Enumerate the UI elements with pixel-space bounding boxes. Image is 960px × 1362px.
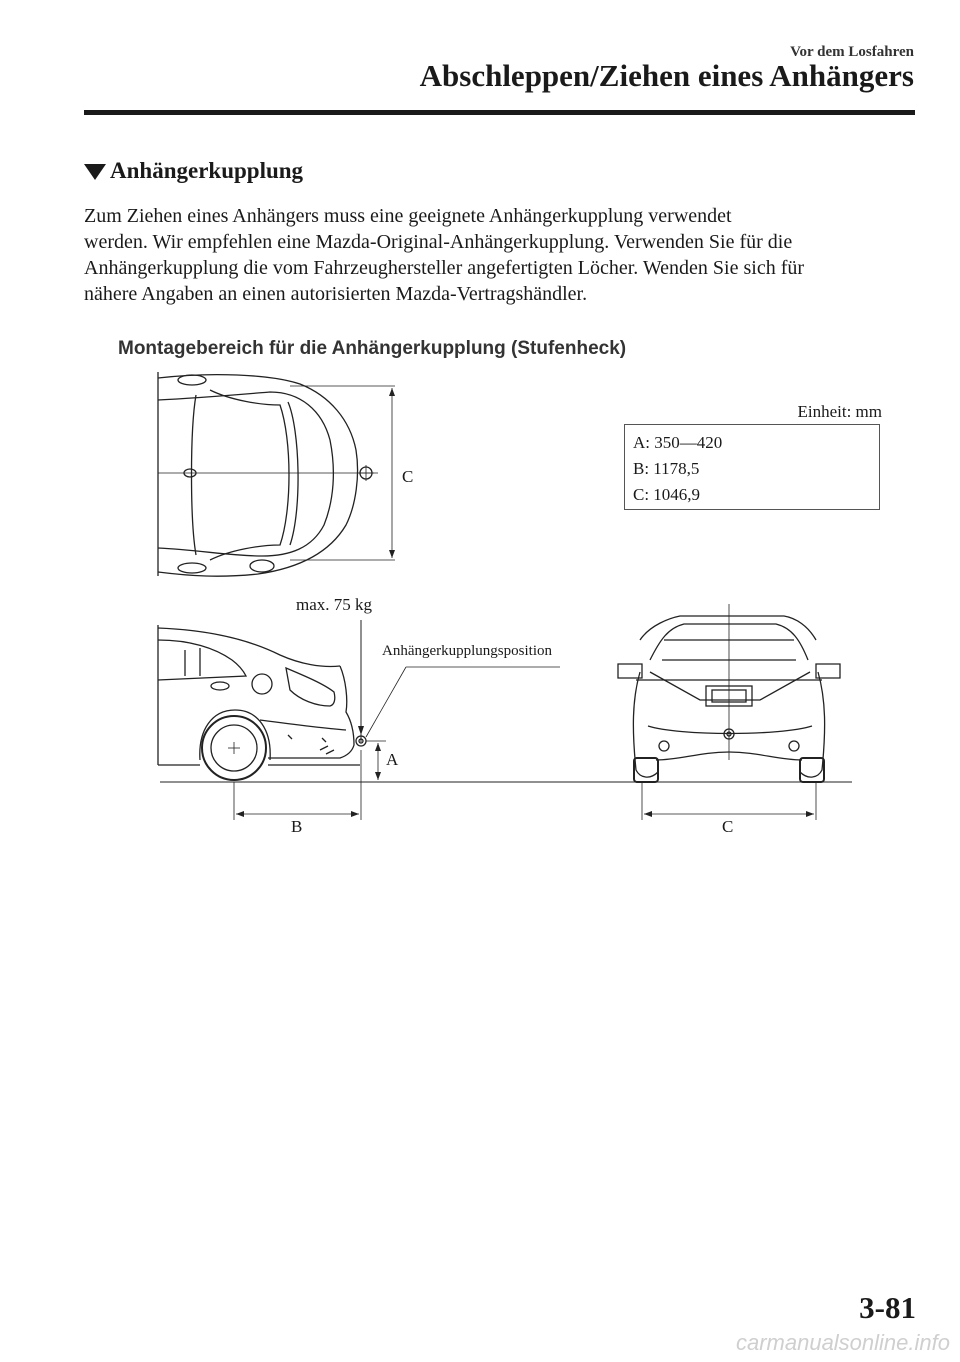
label-b: B: [291, 817, 303, 835]
label-hitch-position: Anhängerkupplungsposition: [382, 643, 552, 659]
body-line: nähere Angaben an einen autorisierten Mazda-Vertragshändler.: [84, 283, 588, 305]
spec-b: B: 1178,5: [633, 459, 700, 478]
body-line: Zum Ziehen eines Anhängers muss eine geeignete Anhängerkupplung verwendet: [84, 205, 732, 227]
car-rear-view-illustration: [618, 604, 840, 820]
spec-a: A: 350—420: [633, 433, 723, 452]
header-rule: [84, 110, 915, 115]
body-line: Anhängerkupplung die vom Fahrzeughersteller angefertigten Löcher. Wenden Sie sich für: [84, 257, 805, 279]
body-paragraph: [84, 203, 914, 307]
section-label: Vor dem Losfahren: [790, 44, 914, 60]
label-c-bottom: C: [722, 817, 734, 835]
car-top-view-illustration: [158, 372, 395, 576]
watermark: carmanualsonline.info: [735, 1330, 950, 1355]
chapter-title: Abschleppen/Ziehen eines Anhängers: [419, 58, 914, 93]
label-c-top: C: [402, 467, 414, 486]
body-line: werden. Wir empfehlen eine Mazda-Original-Anhängerkupplung. Verwenden Sie für die: [84, 231, 793, 253]
section-heading: [84, 158, 303, 184]
spec-c: C: 1046,9: [633, 485, 701, 504]
label-max-load: max. 75 kg: [296, 595, 373, 614]
triangle-marker-icon: [84, 164, 106, 180]
heading-text: Anhängerkupplung: [110, 158, 304, 183]
label-a: A: [386, 750, 399, 769]
figure-title: Montagebereich für die Anhängerkupplung (Stufenheck): [118, 338, 627, 359]
hitch-diagram: [150, 365, 890, 835]
page-number: 3-81: [859, 1290, 916, 1325]
unit-label: Einheit: mm: [797, 402, 882, 421]
